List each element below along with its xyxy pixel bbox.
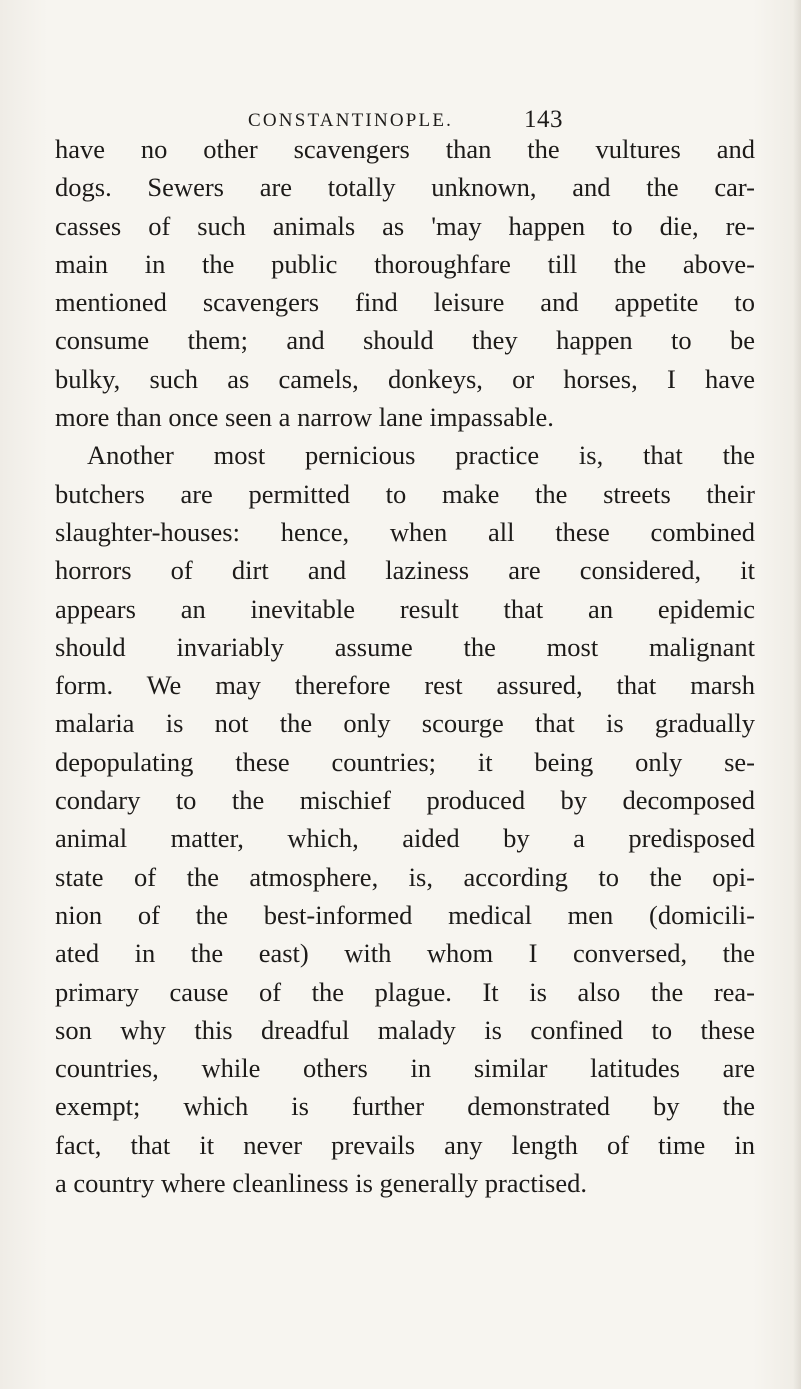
text-line: main in the public thoroughfare till the above- — [55, 248, 755, 279]
text-line: primary cause of the plague. It is also the rea- — [55, 976, 755, 1007]
text-line: horrors of dirt and laziness are considered, it — [55, 555, 755, 586]
running-title: CONSTANTINOPLE. — [248, 110, 454, 131]
text-line: more than once seen a narrow lane impassable. — [55, 402, 554, 433]
text-line: mentioned scavengers find leisure and appetite to — [55, 287, 755, 318]
text-line: a country where cleanliness is generally practised. — [55, 1168, 587, 1199]
text-line: consume them; and should they happen to be — [55, 325, 755, 356]
text-line: Another most pernicious practice is, that the — [87, 440, 755, 471]
text-line: dogs. Sewers are totally unknown, and the car- — [55, 172, 755, 203]
text-line: animal matter, which, aided by a predisposed — [55, 823, 755, 854]
text-line: depopulating these countries; it being only se- — [55, 746, 755, 777]
text-line: condary to the mischief produced by decomposed — [55, 785, 755, 816]
text-line: son why this dreadful malady is confined to these — [55, 1014, 755, 1045]
text-line: butchers are permitted to make the streets their — [55, 478, 755, 509]
text-line: should invariably assume the most malignant — [55, 631, 755, 662]
text-line: malaria is not the only scourge that is gradually — [55, 708, 755, 739]
page-edge-shadow — [793, 0, 801, 1389]
text-line: slaughter-houses: hence, when all these combined — [55, 516, 755, 547]
text-line: form. We may therefore rest assured, that marsh — [55, 670, 755, 701]
text-line: fact, that it never prevails any length of time in — [55, 1129, 755, 1160]
body-text — [55, 130, 755, 1202]
page-number: 143 — [524, 106, 563, 133]
text-line: countries, while others in similar latitudes are — [55, 1053, 755, 1084]
text-line: have no other scavengers than the vultures and — [55, 134, 755, 164]
text-line: bulky, such as camels, donkeys, or horses, I have — [55, 363, 755, 394]
text-line: appears an inevitable result that an epidemic — [55, 593, 755, 624]
text-line: ated in the east) with whom I conversed, the — [55, 938, 755, 969]
text-line: state of the atmosphere, is, according to the opi- — [55, 861, 755, 892]
text-line: casses of such animals as 'may happen to die, re- — [55, 210, 755, 241]
text-line: nion of the best-informed medical men (domicili- — [55, 899, 755, 930]
text-line: exempt; which is further demonstrated by the — [55, 1091, 755, 1122]
